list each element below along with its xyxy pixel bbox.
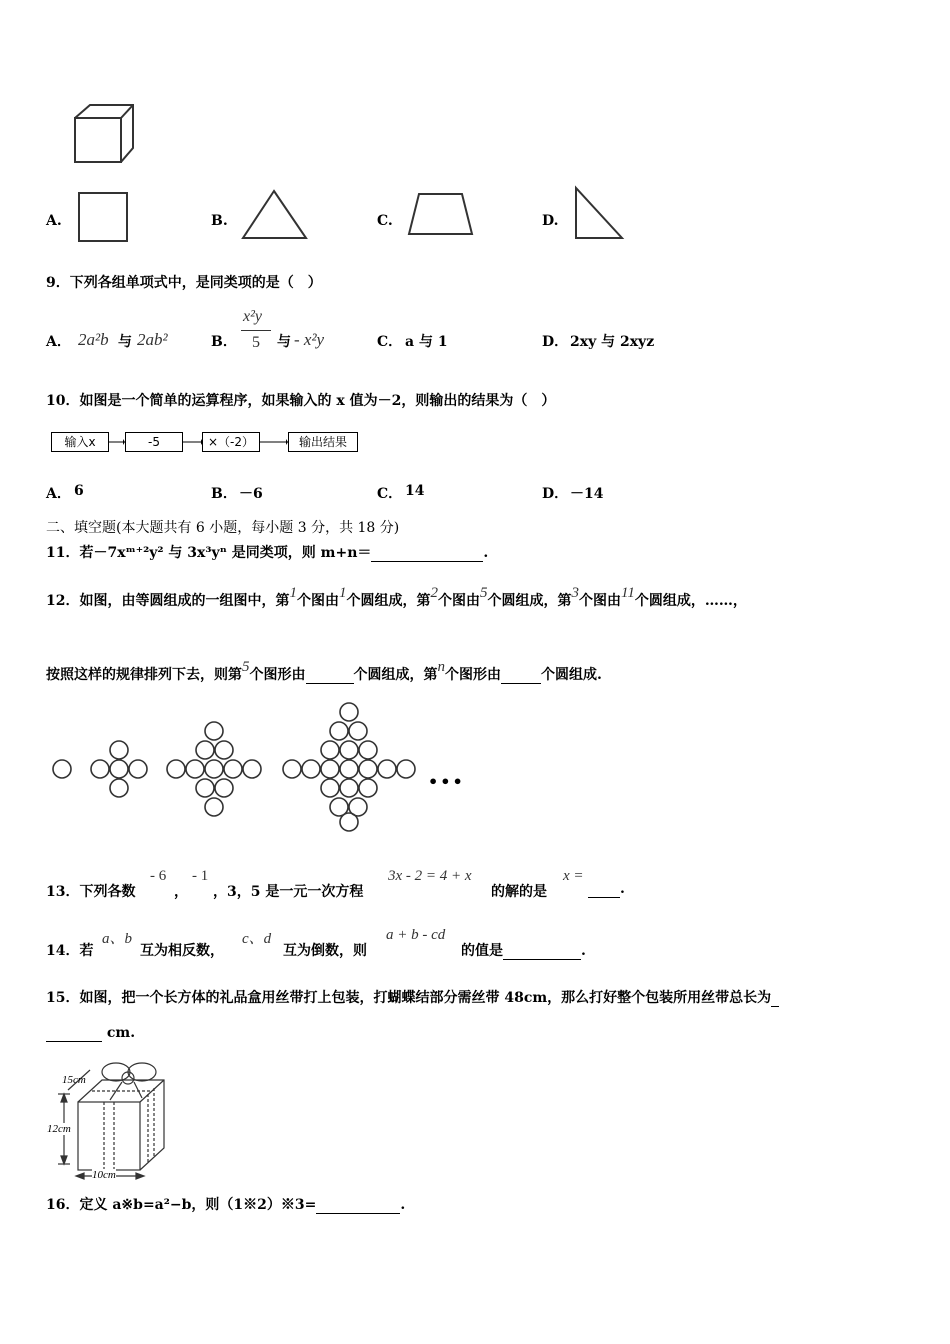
section-title: 二、填空题(本大题共有 6 小题，每小题 3 分，共 18 分)	[46, 520, 400, 536]
q9-a-expr1: 2a²b	[78, 330, 109, 349]
flow-output-box: 输出结果	[288, 432, 358, 452]
cube-figure	[70, 100, 140, 170]
q12-n3: 3	[571, 585, 579, 601]
q14-expr: a + b - cd	[386, 927, 446, 943]
q9-d-text: 2xy 与 2xyz	[570, 334, 655, 350]
circle-pattern-figure	[40, 700, 480, 840]
triangle-option	[238, 188, 310, 243]
q16-blank[interactable]	[316, 1197, 400, 1214]
q13-sep: ，	[174, 884, 188, 900]
gift-box-figure	[44, 1050, 194, 1180]
q12-c3: 11	[620, 585, 635, 601]
q12-text: 个圆组成，第	[346, 593, 431, 609]
q12-n2: 2	[430, 585, 438, 601]
q12-n5: 5	[242, 659, 250, 675]
q10-d-label: D．	[542, 486, 569, 502]
option-a-label: A.	[46, 213, 62, 229]
option-b-label: B.	[211, 213, 228, 229]
q15-line1	[46, 987, 779, 1007]
q15-line2	[46, 1025, 135, 1042]
q13-blank[interactable]	[588, 881, 620, 898]
q13-text2: ，3，5 是一元一次方程	[213, 884, 364, 900]
q9-c-label: C．	[377, 334, 403, 350]
q9-a-expr2: 2ab²	[137, 330, 168, 349]
q11-blank[interactable]	[371, 545, 483, 562]
q10-a-value: 6	[74, 483, 84, 499]
flow-multiply-box: ×（-2）	[202, 432, 260, 452]
q12-text: 个图由	[578, 593, 621, 609]
q14-stem: 14．若	[46, 943, 94, 959]
q14-end: .	[581, 943, 586, 959]
q9-d-label: D．	[542, 334, 569, 350]
trapezoid-option	[404, 190, 476, 240]
q12-n1: 1	[289, 585, 297, 601]
q12-text: 个图形由	[445, 667, 501, 683]
q12-text: 个图形由	[249, 667, 306, 683]
q14-cd: c、d	[242, 931, 272, 947]
q11-line	[46, 542, 488, 562]
q12-text: 个图由	[437, 593, 480, 609]
q14-text4: 的值是	[461, 943, 503, 959]
q10-d-value: －14	[570, 486, 604, 502]
q13-n1: - 6	[150, 868, 167, 884]
q12-text: 个圆组成.	[541, 667, 602, 683]
q9-b-denominator: 5	[252, 334, 260, 351]
q12-text: 个图由	[296, 593, 339, 609]
q9-c-text: a 与 1	[405, 334, 448, 350]
q9-b-conj: 与	[277, 334, 291, 350]
q9-b-label: B．	[211, 334, 237, 350]
q12-blank-1[interactable]	[306, 667, 354, 684]
fraction-bar	[241, 330, 271, 331]
q16-text: 16．定义 a※b=a²−b，则（1※2）※3=	[46, 1197, 317, 1213]
q10-b-value: －6	[239, 486, 263, 502]
q12-text: 12．如图，由等圆组成的一组图中，第	[46, 593, 290, 609]
q10-a-label: A．	[46, 486, 71, 502]
q11-text: 11．若－7xᵐ⁺²y² 与 3x³yⁿ 是同类项，则 m+n＝	[46, 545, 372, 561]
flow-input-box: 输入x	[51, 432, 109, 452]
dim-depth-label: 15cm	[62, 1074, 86, 1086]
q13-n2: - 1	[192, 868, 209, 884]
q13-stem: 13．下列各数	[46, 884, 136, 900]
q12-c2: 5	[479, 585, 488, 601]
q12-c1: 1	[338, 585, 347, 601]
q9-b-numerator: x²y	[243, 308, 262, 325]
q12-text: 个圆组成，第	[353, 667, 438, 683]
q10-c-value: 14	[405, 483, 425, 499]
q14-text2: 互为相反数，	[140, 943, 224, 959]
pattern-ellipsis: •••	[428, 772, 465, 791]
flow-subtract-box: -5	[125, 432, 183, 452]
q10-stem: 10．如图是一个简单的运算程序，如果输入的 x 值为－2，则输出的结果为（ ）	[46, 393, 556, 409]
q10-b-label: B．	[211, 486, 237, 502]
q12-text: 个圆组成，第	[487, 593, 572, 609]
q13-equation: 3x - 2 = 4 + x	[388, 868, 472, 884]
q12-text: 按照这样的规律排列下去，则第	[46, 667, 242, 683]
q9-a-label: A．	[46, 334, 71, 350]
q11-end: .	[483, 545, 489, 561]
q14-blank[interactable]	[503, 943, 581, 960]
q12-nn: n	[437, 659, 445, 675]
q13-x-eq: x =	[563, 868, 584, 884]
q12-line1	[46, 585, 747, 610]
option-c-label: C.	[377, 213, 393, 229]
q16-line	[46, 1194, 405, 1214]
q9-a-conj: 与	[118, 334, 132, 350]
q12-text: 个圆组成，……，	[634, 593, 747, 609]
right-triangle-option	[570, 184, 628, 244]
q15-blank-start	[771, 990, 779, 1007]
square-option	[76, 190, 131, 245]
q16-end: .	[400, 1197, 406, 1213]
q9-b-expr2: - x²y	[294, 330, 325, 349]
q13-answer	[588, 881, 625, 898]
flow-arrows	[108, 432, 290, 452]
q12-blank-2[interactable]	[501, 667, 541, 684]
q14-text3: 互为倒数，则	[283, 943, 367, 959]
q10-c-label: C．	[377, 486, 403, 502]
q13-end: .	[620, 881, 625, 897]
q9-stem: 9．下列各组单项式中，是同类项的是（ ）	[46, 275, 322, 291]
q12-line2	[46, 659, 602, 684]
q14-ab: a、b	[102, 931, 133, 947]
option-d-label: D.	[542, 213, 559, 229]
q15-text: 15．如图，把一个长方体的礼品盒用丝带打上包装，打蝴蝶结部分需丝带 48cm，那么打好整个包装所用丝带总长为	[46, 990, 772, 1006]
q15-unit: cm.	[106, 1025, 136, 1041]
dim-height-label: 12cm	[47, 1123, 71, 1135]
q15-blank[interactable]	[46, 1025, 102, 1042]
dim-width-label: 10cm	[92, 1169, 116, 1181]
q14-answer	[461, 940, 586, 960]
q13-text3: 的解的是	[491, 884, 547, 900]
